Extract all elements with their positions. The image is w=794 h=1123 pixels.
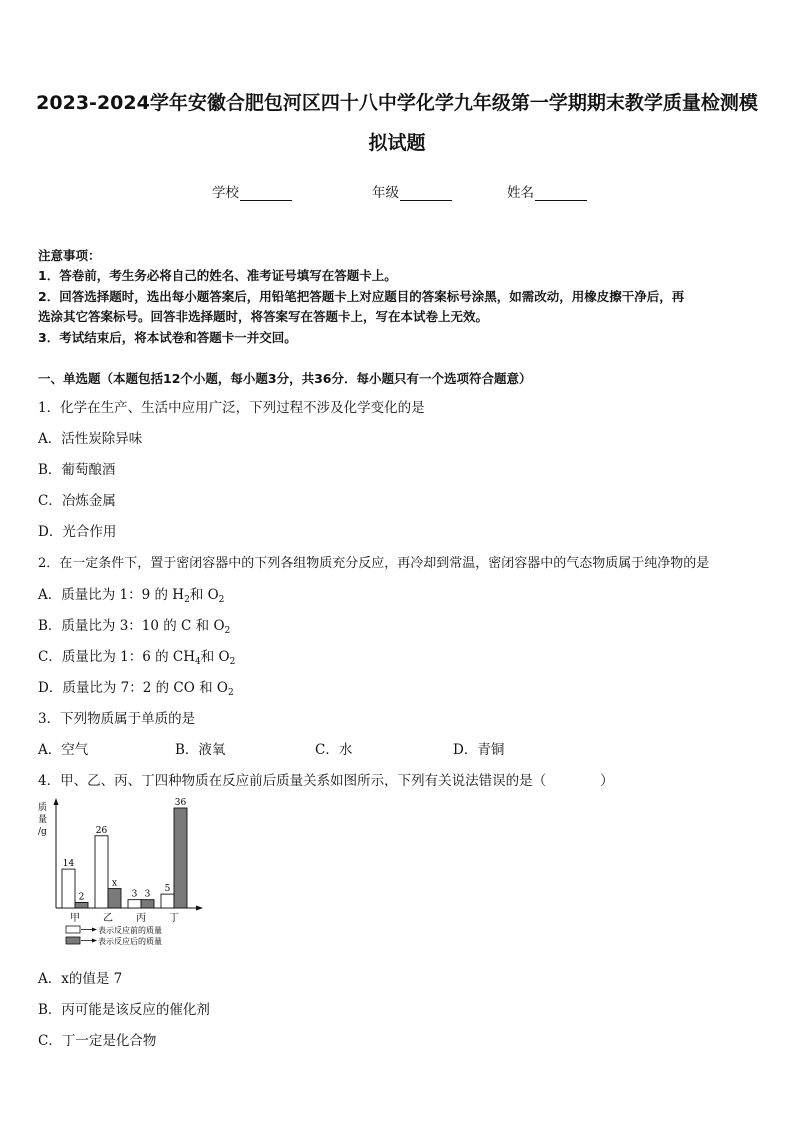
notes-heading: 注意事项：	[38, 248, 101, 263]
note-item: 选涂其它答案标号。回答非选择题时，将答案写在答题卡上，写在本试卷上无效。	[38, 309, 489, 324]
question-2-stem: 2．在一定条件下，置于密闭容器中的下列各组物质充分反应，再冷却到常温，密闭容器中的气态物质属于纯净物的是	[38, 556, 710, 571]
x-tick-label: 甲	[70, 913, 80, 924]
bar-value-label: 14	[62, 859, 75, 870]
q4-option-a[interactable]: A．x的值是 7	[38, 971, 123, 987]
bar-value-label: 3	[131, 889, 138, 900]
question-1-stem: 1．化学在生产、生活中应用广泛，下列过程不涉及化学变化的是	[38, 400, 425, 416]
legend-swatch	[66, 937, 80, 944]
name-field[interactable]: 姓名	[507, 181, 587, 201]
q2-option-b[interactable]: B．质量比为 3：10 的 C 和 $O_2$	[38, 618, 231, 636]
section-heading: 一、单选题（本题包括12个小题，每小题3分，共36分．每小题只有一个选项符合题意）	[38, 371, 532, 386]
bar-value-label: x	[111, 878, 118, 889]
bar-value-label: 5	[164, 884, 171, 895]
school-field[interactable]: 学校	[212, 181, 292, 201]
q2-option-a[interactable]: A．质量比为 1：9 的 $H_2$和 $O_2$	[38, 587, 225, 605]
question-4-stem: 4．甲、乙、丙、丁四种物质在反应前后质量关系如图所示，下列有关说法错误的是（ ）	[38, 773, 614, 789]
note-item: 1．答卷前，考生务必将自己的姓名、准考证号填写在答题卡上。	[38, 268, 397, 283]
bar-before	[128, 900, 141, 908]
q4-option-b[interactable]: B．丙可能是该反应的催化剂	[38, 1002, 210, 1018]
y-axis-label: /g	[38, 827, 47, 837]
q1-option-d[interactable]: D．光合作用	[38, 524, 117, 540]
mass-bar-chart	[36, 796, 208, 956]
bar-after	[141, 900, 154, 908]
bar-after	[174, 808, 187, 908]
bar-before	[62, 869, 75, 908]
q1-option-a[interactable]: A．活性炭除异味	[38, 431, 143, 447]
q3-option-a[interactable]: A．空气	[38, 742, 89, 758]
note-item: 2．回答选择题时，选出每小题答案后，用铅笔把答题卡上对应题目的答案标号涂黑，如需改动，用橡皮擦干净后，再	[38, 289, 685, 304]
y-axis-label: 量	[38, 815, 48, 825]
q3-option-d[interactable]: D．青铜	[453, 742, 505, 758]
q1-option-b[interactable]: B．葡萄酿酒	[38, 462, 116, 478]
note-item: 3．考试结束后，将本试卷和答题卡一并交回。	[38, 330, 297, 345]
y-axis-label: 质	[38, 803, 48, 813]
legend-label: 表示反应后的质量	[98, 937, 162, 946]
legend-arrow-head	[92, 928, 97, 932]
x-tick-label: 丁	[169, 913, 179, 924]
bar-after	[75, 902, 88, 908]
bar-value-label: 3	[144, 889, 151, 900]
legend-arrow-head	[92, 939, 97, 943]
bar-before	[161, 894, 174, 908]
q2-option-d[interactable]: D．质量比为 7：2 的 CO 和 $O_2$	[38, 680, 234, 698]
bar-value-label: 26	[95, 825, 108, 836]
legend-label: 表示反应前的质量	[98, 926, 162, 935]
q3-option-c[interactable]: C．水	[315, 742, 353, 758]
bar-before	[95, 836, 108, 908]
x-tick-label: 丙	[136, 913, 146, 924]
bar-after	[108, 889, 121, 908]
exam-title-line2: 拟试题	[368, 132, 426, 154]
bar-value-label: 2	[78, 892, 85, 903]
grade-field[interactable]: 年级	[372, 181, 452, 201]
legend-swatch	[66, 926, 80, 933]
x-axis-arrow	[196, 906, 203, 911]
chart-ylabel	[38, 801, 47, 837]
q3-option-b[interactable]: B．液氧	[175, 742, 226, 758]
x-tick-label: 乙	[103, 913, 113, 924]
q1-option-c[interactable]: C．冶炼金属	[38, 493, 116, 509]
question-3-stem: 3．下列物质属于单质的是	[38, 711, 196, 727]
q2-option-c[interactable]: C．质量比为 1：6 的 $CH_4$和 $O_2$	[38, 649, 236, 667]
exam-title-line1: 2023-2024学年安徽合肥包河区四十八中学化学九年级第一学期期末教学质量检测模	[36, 92, 758, 114]
bar-value-label: 36	[174, 798, 187, 808]
y-axis-arrow	[54, 798, 59, 805]
q4-option-c[interactable]: C．丁一定是化合物	[38, 1033, 157, 1049]
